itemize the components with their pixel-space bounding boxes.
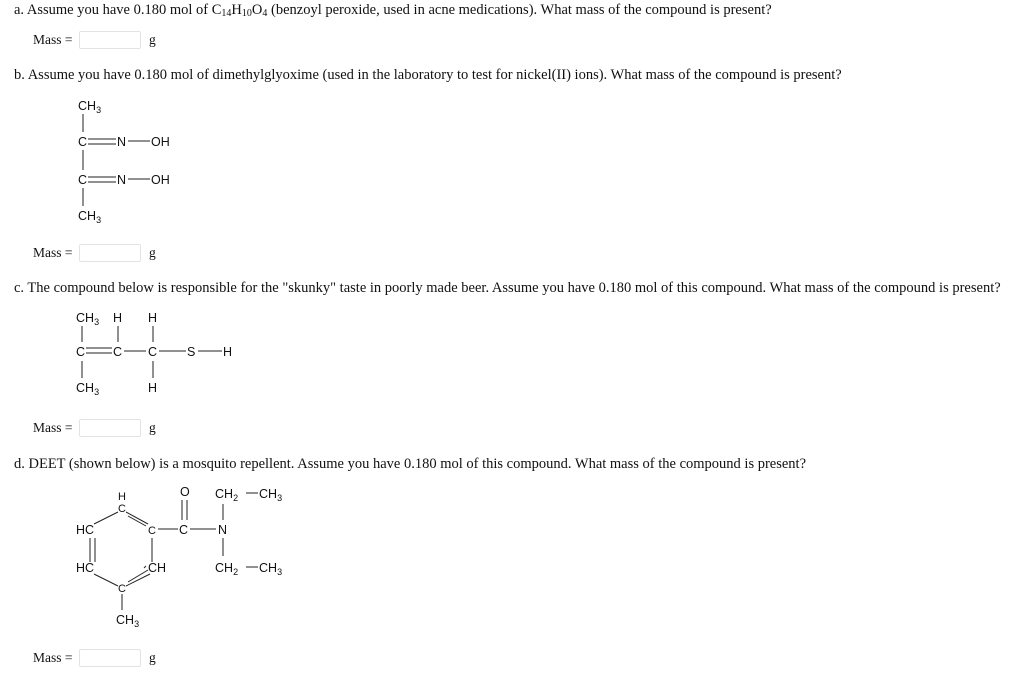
atom-label: H bbox=[113, 311, 123, 325]
atom-label: C bbox=[148, 525, 156, 537]
atom-label: HC bbox=[76, 523, 95, 537]
atom-label: O bbox=[180, 485, 190, 499]
atom-label: N bbox=[218, 523, 228, 537]
atom-label: H bbox=[148, 381, 158, 395]
atom-label: C bbox=[76, 345, 86, 359]
atom-label: N bbox=[117, 135, 127, 149]
atom-label: HC bbox=[76, 561, 95, 575]
mass-input-d[interactable] bbox=[79, 649, 141, 667]
atom-label: C bbox=[78, 135, 88, 149]
atom-label: H bbox=[118, 491, 126, 503]
dimethylglyoxime-structure bbox=[60, 94, 200, 230]
atom-label: C bbox=[118, 583, 126, 595]
unit-label: g bbox=[149, 420, 156, 435]
atom-label: $CH_3$ bbox=[76, 311, 100, 327]
bond bbox=[94, 574, 118, 586]
question-d-text: d. DEET (shown below) is a mosquito repellent. Assume you have 0.180 mol of this compound. What mass of the compound is present? bbox=[14, 456, 807, 472]
mass-row-a bbox=[33, 31, 156, 49]
unit-label: g bbox=[149, 650, 156, 665]
formula-subscript: 14 bbox=[221, 8, 232, 19]
atom-label: CH bbox=[148, 561, 167, 575]
atom-label: H bbox=[223, 345, 233, 359]
question-a-text bbox=[14, 2, 772, 19]
bond bbox=[94, 512, 118, 524]
atom-label: C bbox=[78, 173, 88, 187]
question-c-text: c. The compound below is responsible for the "skunky" taste in poorly made beer. Assume you have 0.180 mol of this compound. What mass of the compound is present? bbox=[14, 280, 1001, 296]
mass-row-c bbox=[33, 419, 156, 437]
atom-label: $CH_3$ bbox=[78, 99, 102, 115]
atom-label: OH bbox=[151, 173, 170, 187]
formula-element: H bbox=[231, 2, 242, 18]
unit-label: g bbox=[149, 32, 156, 47]
mass-input-a[interactable] bbox=[79, 31, 141, 49]
bond bbox=[126, 512, 148, 524]
atom-label: N bbox=[117, 173, 127, 187]
mass-label: Mass = bbox=[33, 245, 73, 260]
atom-label: H bbox=[148, 311, 158, 325]
mass-input-b[interactable] bbox=[79, 244, 141, 262]
mass-row-b bbox=[33, 244, 156, 262]
atom-label: C bbox=[118, 503, 126, 515]
question-a-prefix: a. Assume you have 0.180 mol of C bbox=[14, 2, 222, 18]
mass-input-c[interactable] bbox=[79, 419, 141, 437]
unit-label: g bbox=[149, 245, 156, 260]
atom-label: $CH_3$ bbox=[259, 561, 283, 577]
mass-label: Mass = bbox=[33, 420, 73, 435]
question-b-text: b. Assume you have 0.180 mol of dimethylglyoxime (used in the laboratory to test for nickel(II) ions). What mass of the compound is present? bbox=[14, 67, 842, 83]
atom-label: $CH_2$ bbox=[215, 487, 239, 503]
formula-subscript: 4 bbox=[262, 8, 268, 19]
bond bbox=[144, 566, 146, 568]
atom-label: $CH_3$ bbox=[78, 209, 102, 225]
question-a-suffix: (benzoyl peroxide, used in acne medications). What mass of the compound is present? bbox=[267, 2, 772, 18]
skunky-compound-structure bbox=[60, 306, 250, 402]
mass-label: Mass = bbox=[33, 650, 73, 665]
atom-label: $CH_3$ bbox=[76, 381, 100, 397]
mass-label: Mass = bbox=[33, 32, 73, 47]
atom-label: S bbox=[187, 345, 196, 359]
atom-label: OH bbox=[151, 135, 170, 149]
formula-element: O bbox=[251, 2, 263, 18]
deet-structure bbox=[60, 482, 310, 630]
atom-label: C bbox=[179, 523, 189, 537]
atom-label: C bbox=[113, 345, 123, 359]
atom-label: $CH_3$ bbox=[259, 487, 283, 503]
atom-label: $CH_2$ bbox=[215, 561, 239, 577]
formula-subscript: 10 bbox=[241, 8, 252, 19]
atom-label: $CH_3$ bbox=[116, 613, 140, 629]
mass-row-d bbox=[33, 649, 156, 667]
atom-label: C bbox=[148, 345, 158, 359]
